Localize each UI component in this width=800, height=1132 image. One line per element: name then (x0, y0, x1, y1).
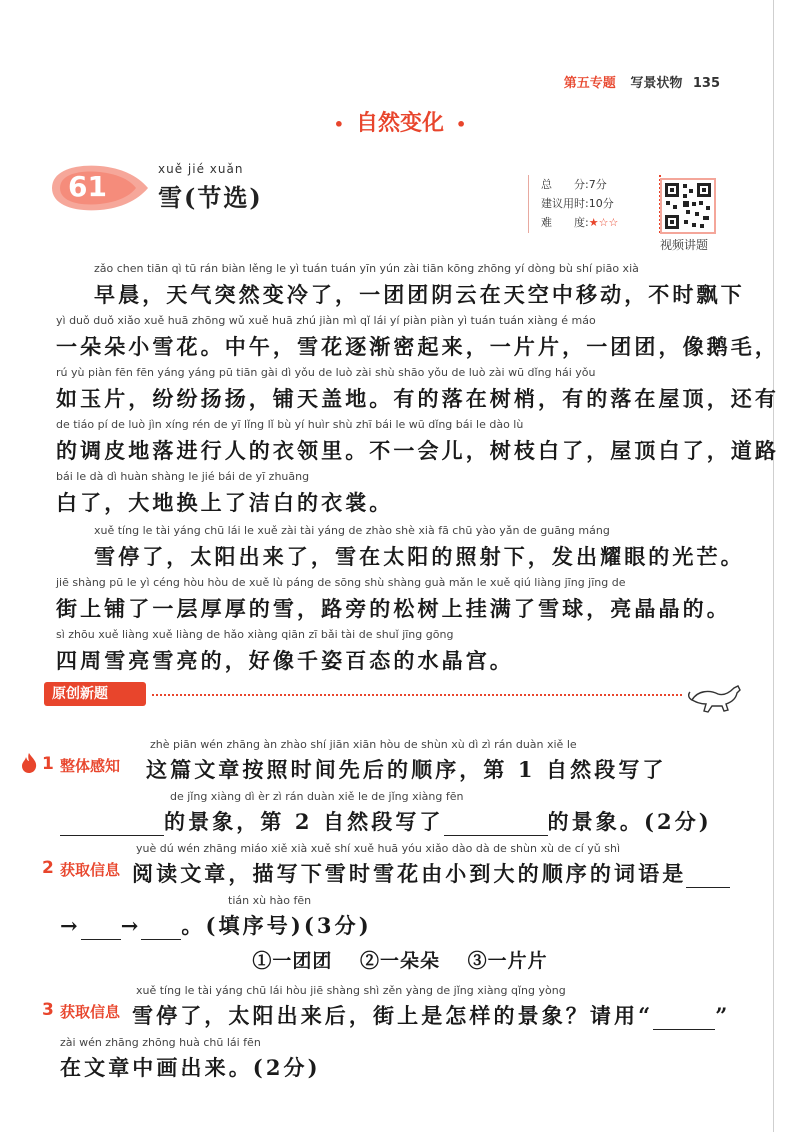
lesson-number-badge (46, 160, 150, 216)
passage-pinyin: sì zhōu xuě liàng xuě liàng de hǎo xiàng qiān zī bǎi tài de shuǐ jīng gōng (56, 628, 454, 641)
info-total (529, 175, 659, 194)
total-value: 7分 (588, 178, 607, 191)
question-2-tag: 获取信息 (60, 861, 121, 879)
passage-text: 雪停了，太阳出来了，雪在太阳的照射下，发出耀眼的光芒。 (94, 544, 745, 569)
page-number: 135 (692, 76, 720, 91)
difficulty-label: 难 度: (541, 216, 589, 229)
option-3: ③一片片 (467, 950, 548, 972)
passage-text: 街上铺了一层厚厚的雪，路旁的松树上挂满了雪球，亮晶晶的。 (56, 596, 731, 621)
banner-dotted-line (152, 694, 682, 696)
header-section: 第五专题 (563, 76, 616, 91)
q1-text-1: 这篇文章按照时间先后的顺序，第 1 自然段写了 (146, 757, 667, 782)
qr-code-icon[interactable] (660, 178, 716, 234)
info-difficulty (529, 213, 659, 232)
q1-blank-1[interactable] (60, 813, 164, 836)
q2-blank-2[interactable] (81, 917, 121, 940)
q2-blank-3[interactable] (141, 917, 181, 940)
option-2: ②一朵朵 (359, 950, 440, 972)
q2-text-2a: 。(填序号)(3分) (181, 913, 372, 938)
q3-text-1b: ” (715, 1003, 731, 1028)
passage-pinyin: bái le dà dì huàn shàng le jié bái de yī zhuāng (56, 470, 310, 483)
flame-icon (20, 752, 38, 774)
question-1-tag: 整体感知 (60, 757, 121, 775)
question-3-tag: 获取信息 (60, 1003, 121, 1021)
passage-text: 白了，大地换上了洁白的衣裳。 (56, 490, 394, 515)
passage-pinyin: yì duǒ duǒ xiǎo xuě huā zhōng wǔ xuě huā zhú jiàn mì qǐ lái yí piàn piàn yì tuán tuán xiàng é máo (56, 314, 596, 327)
q1-text-2 (60, 806, 712, 836)
q3-text-1a: 雪停了，太阳出来后，街上是怎样的景象？请用“ (132, 1003, 654, 1028)
q1-text-2a: 的景象，第 2 自然段写了 (164, 809, 444, 834)
q3-blank-1[interactable] (653, 1007, 715, 1030)
section-title (0, 106, 800, 137)
time-label: 建议用时: (541, 197, 589, 210)
bullet-right: • (456, 114, 467, 134)
q3-pinyin-2: zài wén zhāng zhōng huà chū lái fēn (60, 1036, 261, 1049)
q3-text-2: 在文章中画出来。(2分) (60, 1055, 321, 1080)
passage-pinyin: xuě tíng le tài yáng chū lái le xuě zài tài yáng de zhào shè xià fā chū yào yǎn de guāng máng (94, 524, 610, 537)
time-value: 10分 (588, 197, 614, 210)
lesson-number: 61 (68, 170, 107, 203)
info-box (528, 175, 661, 233)
q2-pinyin-2: tián xù hào fēn (228, 894, 312, 907)
q2-text-1 (132, 858, 730, 888)
passage-text: 早晨，天气突然变冷了，一团团阴云在天空中移动，不时飘下 (94, 282, 745, 307)
q2-blank-1[interactable] (686, 865, 730, 888)
bullet-left: • (333, 114, 344, 134)
passage-text: 的调皮地落进行人的衣领里。不一会儿，树枝白了，屋顶白了，道路 (56, 438, 779, 463)
q2-options (0, 946, 800, 973)
passage-pinyin: jiē shàng pū le yì céng hòu hòu de xuě lù páng de sōng shù shàng guà mǎn le xuě qiú liàng jīng jīng de (56, 576, 626, 589)
passage-pinyin: rú yù piàn fēn fēn yáng yáng pū tiān gài dì yǒu de luò zài shù shāo yǒu de luò zài wū dǐng hái yǒu (56, 366, 596, 379)
q1-text-2b: 的景象。(2分) (547, 809, 712, 834)
header-subtitle: 写景状物 (630, 76, 683, 91)
passage-text: 如玉片，纷纷扬扬，铺天盖地。有的落在树梢，有的落在屋顶，还有 (56, 386, 779, 411)
arrow-icon-1: → (60, 913, 81, 938)
info-time (529, 194, 659, 213)
q2-text-1a: 阅读文章，描写下雪时雪花由小到大的顺序的词语是 (132, 861, 687, 886)
total-label: 总 分: (541, 178, 589, 191)
option-1: ①一团团 (252, 950, 333, 972)
passage-pinyin: zǎo chen tiān qì tū rán biàn lěng le yì tuán tuán yīn yún zài tiān kōng zhōng yí dòng bù shí piāo xià (94, 262, 639, 275)
q1-pinyin-1: zhè piān wén zhāng àn zhào shí jiān xiān hòu de shùn xù dì zì rán duàn xiě le (150, 738, 577, 751)
question-1-number: 1 (42, 754, 54, 774)
running-cat-icon (688, 680, 744, 714)
question-3-number: 3 (42, 1000, 54, 1020)
q2-pinyin-1: yuè dú wén zhāng miáo xiě xià xuě shí xuě huā yóu xiǎo dào dà de shùn xù de cí yǔ shì (136, 842, 621, 855)
q2-text-2 (60, 910, 372, 940)
q3-text-1 (132, 1000, 730, 1030)
lesson-title: 雪(节选) (158, 183, 263, 212)
original-tag: 原创新题 (44, 682, 146, 706)
q1-pinyin-2: de jǐng xiàng dì èr zì rán duàn xiě le de jǐng xiàng fēn (170, 790, 464, 803)
q3-pinyin-1: xuě tíng le tài yáng chū lái hòu jiē shàng shì zěn yàng de jǐng xiàng qǐng yòng (136, 984, 566, 997)
passage-pinyin: de tiáo pí de luò jìn xíng rén de yī lǐng lǐ bù yí huìr shù zhī bái le wū dǐng bái le dào lù (56, 418, 524, 431)
question-2-number: 2 (42, 858, 54, 878)
arrow-icon-2: → (120, 913, 142, 938)
qr-caption: 视频讲题 (660, 238, 709, 252)
difficulty-stars: ★☆☆ (588, 216, 619, 229)
lesson-title-pinyin: xuě jié xuǎn (158, 162, 244, 176)
passage-text: 四周雪亮雪亮的，好像千姿百态的水晶宫。 (56, 648, 514, 673)
passage-text: 一朵朵小雪花。中午，雪花逐渐密起来，一片片，一团团，像鹅毛， (56, 334, 779, 359)
section-title-text: 自然变化 (355, 111, 444, 136)
original-questions-banner (44, 680, 744, 720)
page-header (564, 72, 720, 91)
lesson-title-block (158, 162, 263, 213)
q1-blank-2[interactable] (444, 813, 548, 836)
